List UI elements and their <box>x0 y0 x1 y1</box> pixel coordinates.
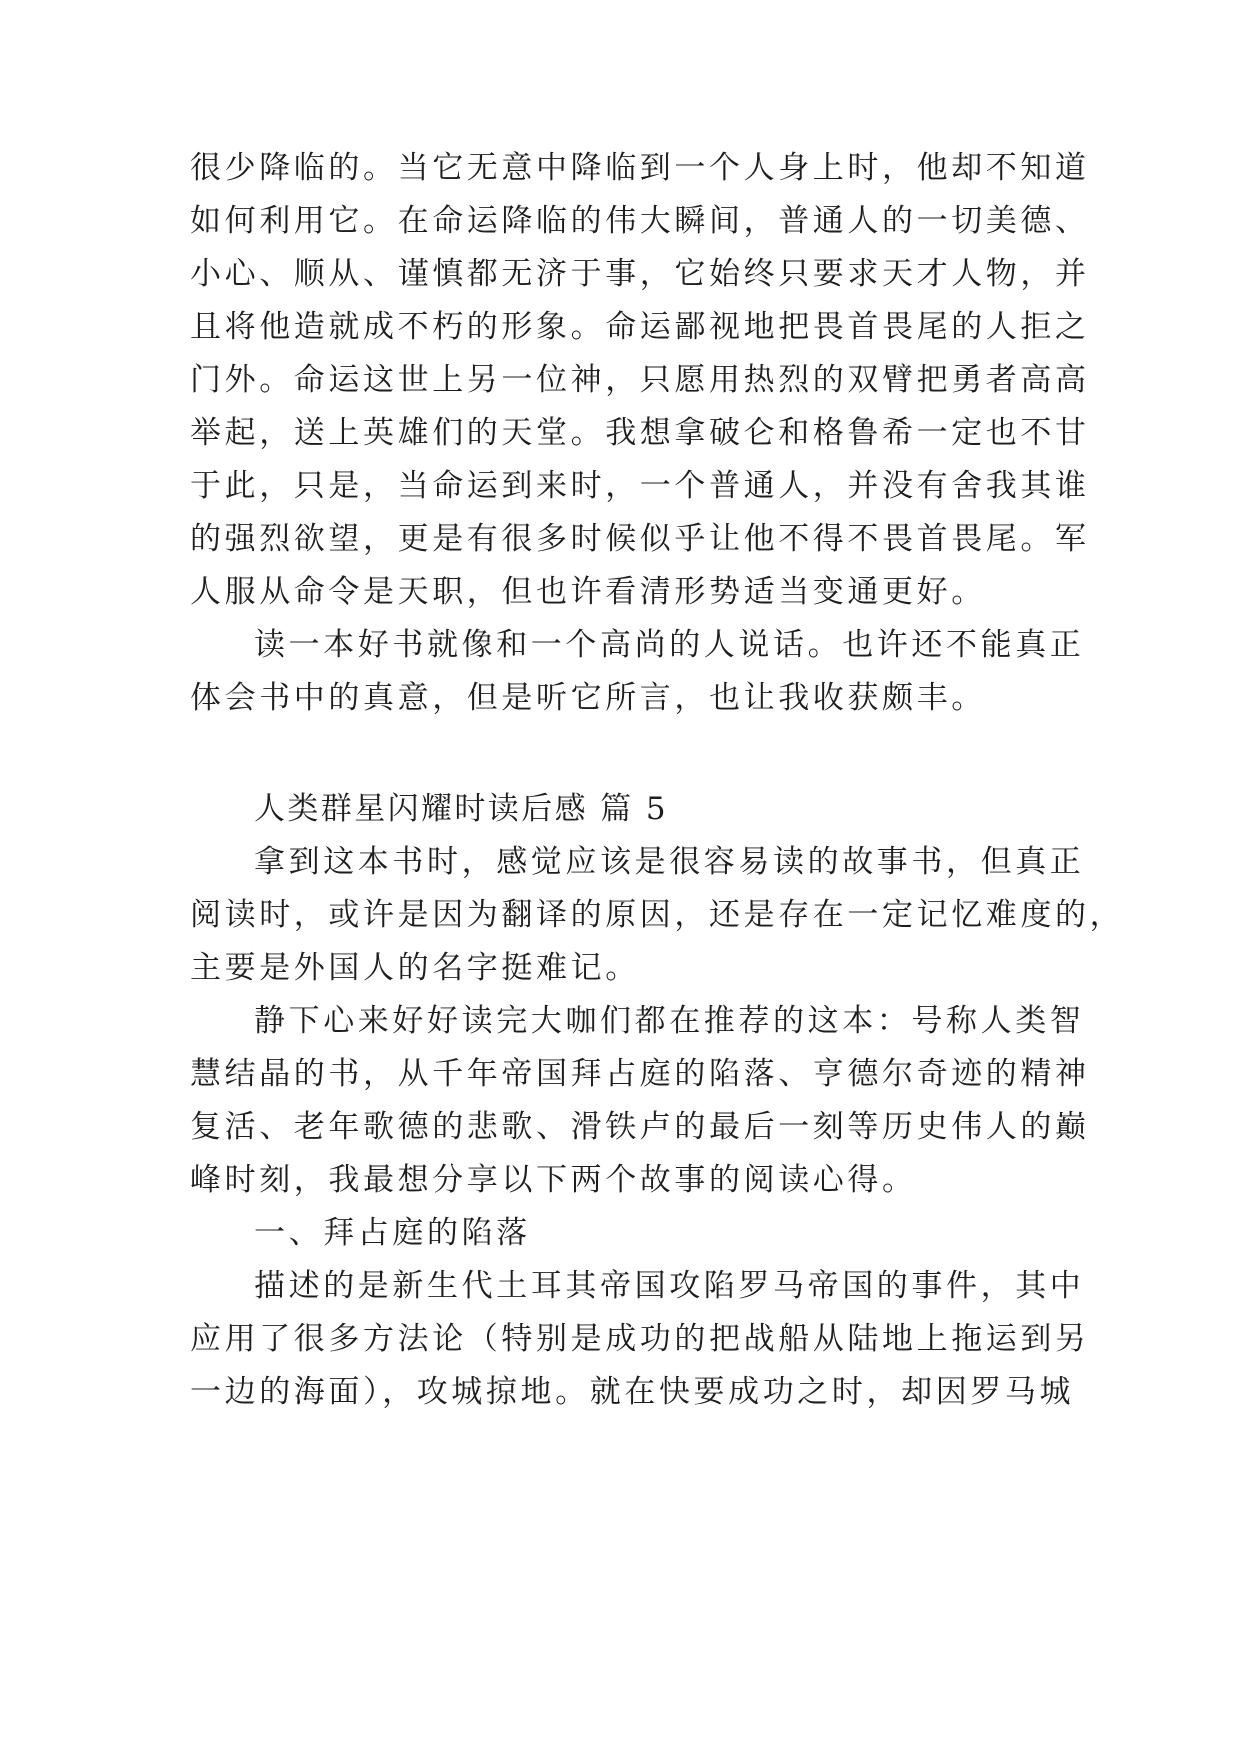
paragraph-line: 小心、顺从、谨慎都无济于事，它始终只要求天才人物，并 <box>190 256 1090 292</box>
paragraph-line: 阅读时，或许是因为翻译的原因，还是存在一定记忆难度的， <box>190 897 1125 933</box>
paragraph-line: 且将他造就成不朽的形象。命运鄙视地把畏首畏尾的人拒之 <box>190 309 1090 345</box>
paragraph-line: 应用了很多方法论（特别是成功的把战船从陆地上拖运到另 <box>190 1321 1090 1357</box>
paragraph-line: 的强烈欲望，更是有很多时候似乎让他不得不畏首畏尾。军 <box>190 521 1090 557</box>
paragraph-line: 于此，只是，当命运到来时，一个普通人，并没有舍我其谁 <box>190 468 1090 504</box>
paragraph-line: 主要是外国人的名字挺难记。 <box>190 950 640 986</box>
paragraph-line: 慧结晶的书，从千年帝国拜占庭的陷落、亨德尔奇迹的精神 <box>190 1056 1090 1092</box>
paragraph-line: 描述的是新生代土耳其帝国攻陷罗马帝国的事件，其中 <box>254 1268 1085 1304</box>
paragraph-line: 体会书中的真意，但是听它所言，也让我收获颇丰。 <box>190 680 986 716</box>
paragraph-line: 一边的海面），攻城掠地。就在快要成功之时，却因罗马城 <box>190 1374 1075 1410</box>
paragraph-line: 拿到这本书时，感觉应该是很容易读的故事书，但真正 <box>254 844 1085 880</box>
paragraph-line: 很少降临的。当它无意中降临到一个人身上时，他却不知道 <box>190 150 1090 186</box>
paragraph-line: 举起，送上英雄们的天堂。我想拿破仑和格鲁希一定也不甘 <box>190 415 1090 451</box>
paragraph-line: 人服从命令是天职，但也许看清形势适当变通更好。 <box>190 574 986 610</box>
paragraph-line: 峰时刻，我最想分享以下两个故事的阅读心得。 <box>190 1162 917 1198</box>
section-heading: 人类群星闪耀时读后感 篇 5 <box>254 791 669 827</box>
paragraph-line: 门外。命运这世上另一位神，只愿用热烈的双臂把勇者高高 <box>190 362 1090 398</box>
paragraph-line: 静下心来好好读完大咖们都在推荐的这本：号称人类智 <box>254 1003 1085 1039</box>
paragraph-line: 复活、老年歌德的悲歌、滑铁卢的最后一刻等历史伟人的巅 <box>190 1109 1090 1145</box>
subsection-heading: 一、拜占庭的陷落 <box>254 1215 531 1251</box>
paragraph-line: 读一本好书就像和一个高尚的人说话。也许还不能真正 <box>254 627 1085 663</box>
paragraph-line: 如何利用它。在命运降临的伟大瞬间，普通人的一切美德、 <box>190 203 1090 239</box>
